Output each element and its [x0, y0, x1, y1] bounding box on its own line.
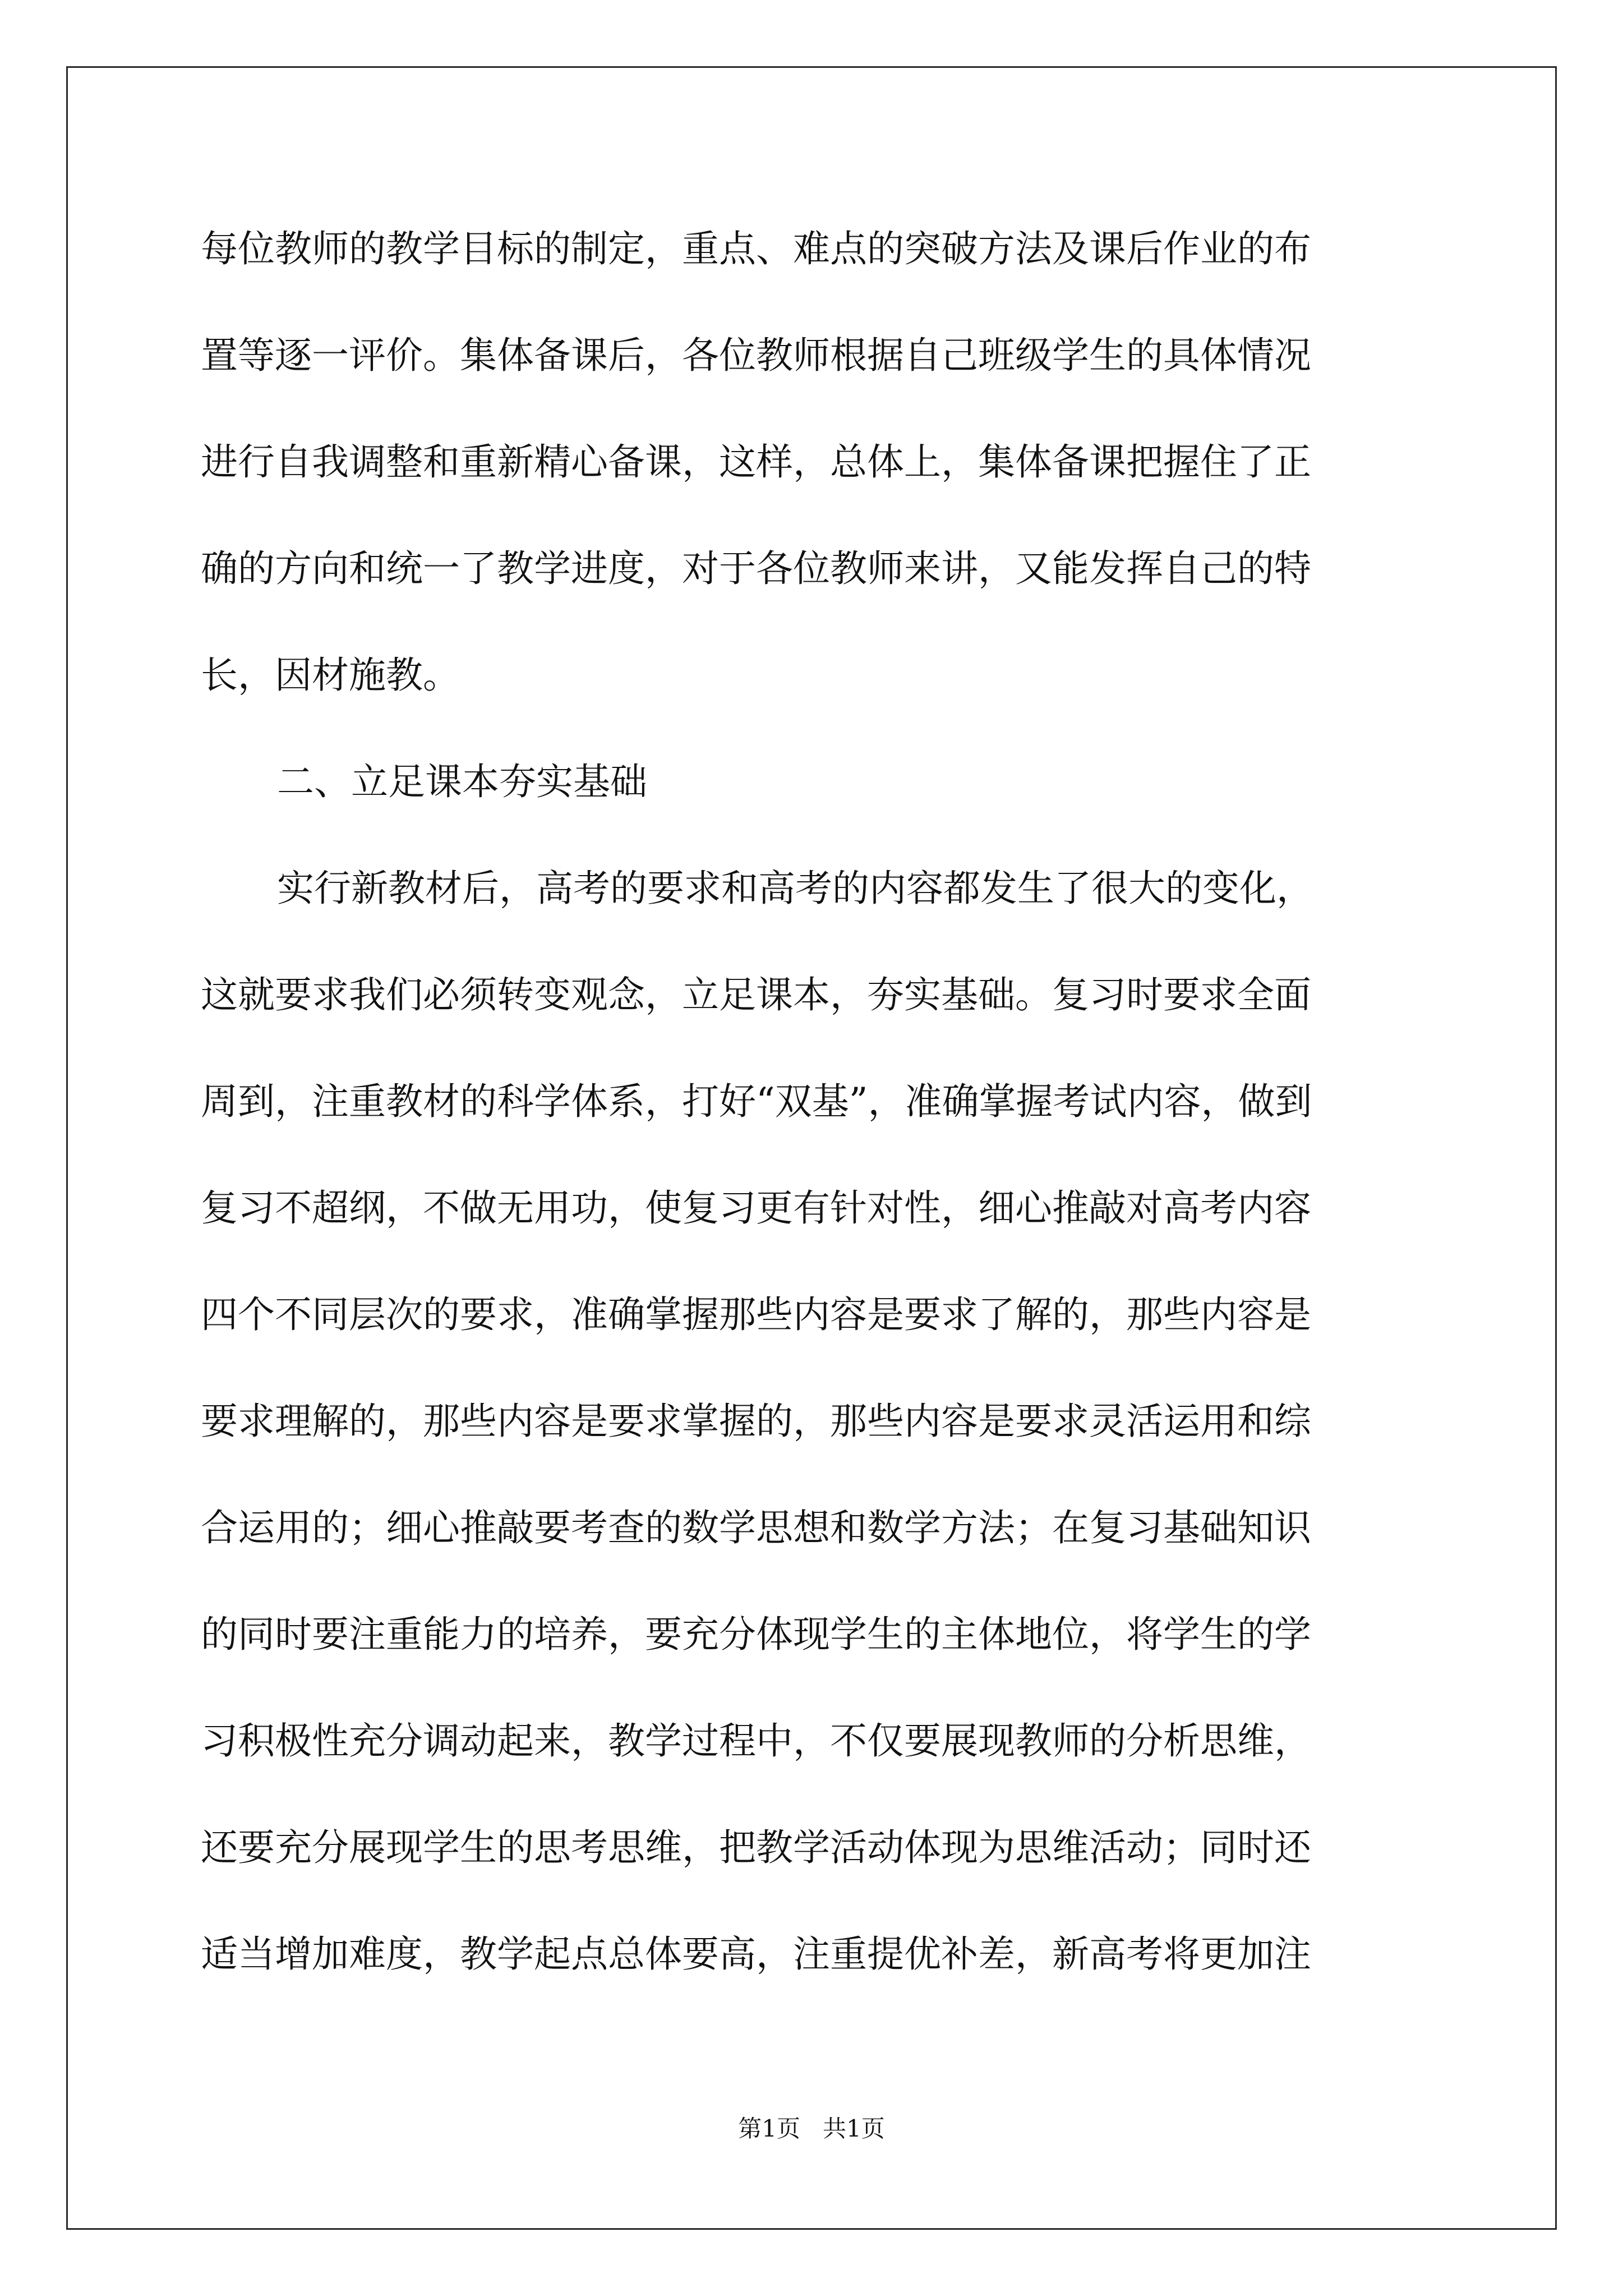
paragraph-2-line-4: 复习不超纲，不做无用功，使复习更有针对性，细心推敲对高考内容 [201, 1186, 1311, 1230]
paragraph-2-line-11: 适当增加难度，教学起点总体要高，注重提优补差，新高考将更加注 [201, 1932, 1311, 1976]
paragraph-1-line-3: 进行自我调整和重新精心备课，这样，总体上，集体备课把握住了正 [201, 440, 1311, 484]
paragraph-2-line-2: 这就要求我们必须转变观念，立足课本，夯实基础。复习时要求全面 [201, 973, 1311, 1016]
paragraph-2-line-6: 要求理解的，那些内容是要求掌握的，那些内容是要求灵活运用和综 [201, 1400, 1311, 1443]
paragraph-2-line-9: 习积极性充分调动起来，教学过程中，不仅要展现教师的分析思维， [201, 1719, 1311, 1763]
paragraph-1-line-1: 每位教师的教学目标的制定，重点、难点的突破方法及课后作业的布 [201, 227, 1311, 270]
paragraph-1-line-4: 确的方向和统一了教学进度，对于各位教师来讲，又能发挥自己的特 [201, 547, 1311, 590]
section-heading: 二、立足课本夯实基础 [277, 760, 647, 803]
paragraph-1-line-2: 置等逐一评价。集体备课后，各位教师根据自己班级学生的具体情况 [201, 334, 1311, 377]
paragraph-2-line-1: 实行新教材后，高考的要求和高考的内容都发生了很大的变化， [277, 867, 1313, 910]
paragraph-2-line-10: 还要充分展现学生的思考思维，把教学活动体现为思维活动；同时还 [201, 1826, 1311, 1869]
paragraph-1-line-5: 长，因材施教。 [201, 654, 460, 697]
paragraph-2-line-5: 四个不同层次的要求，准确掌握那些内容是要求了解的，那些内容是 [201, 1293, 1311, 1336]
page-number-footer: 第1页 共1页 [738, 2115, 885, 2142]
paragraph-2-line-3: 周到，注重教材的科学体系，打好“双基”，准确掌握考试内容，做到 [201, 1080, 1312, 1123]
paragraph-2-line-7: 合运用的；细心推敲要考查的数学思想和数学方法；在复习基础知识 [201, 1506, 1311, 1549]
page-border [66, 66, 1557, 2230]
paragraph-2-line-8: 的同时要注重能力的培养，要充分体现学生的主体地位，将学生的学 [201, 1613, 1311, 1656]
